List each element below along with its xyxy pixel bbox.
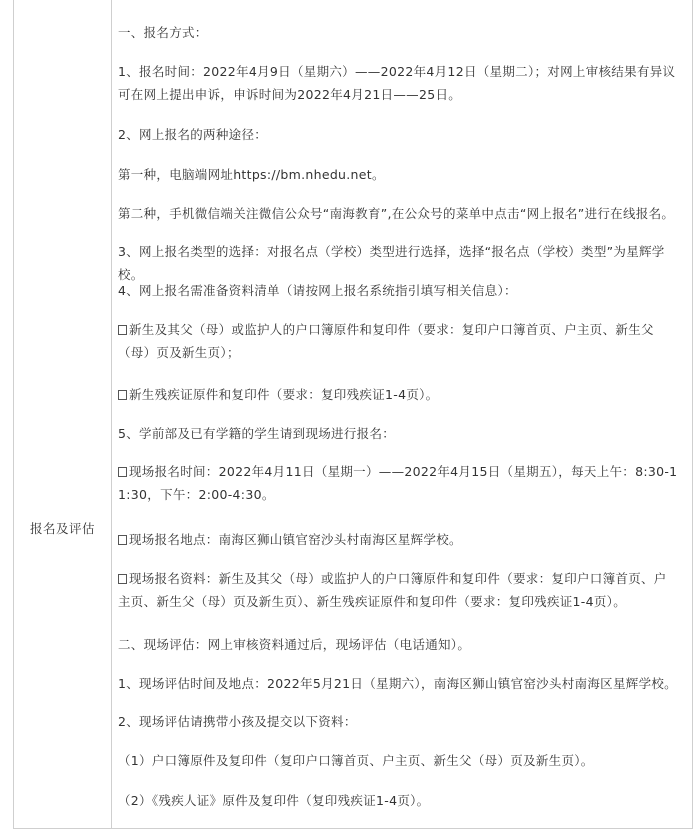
- registration-type: 3、网上报名类型的选择：对报名点（学校）类型进行选择，选择“报名点（学校）类型”为星辉学校。: [118, 244, 665, 282]
- onsite-registration-time: [118, 460, 678, 506]
- materials-item-household: [118, 318, 678, 364]
- assessment-material-disability: （2）《残疾人证》原件及复印件（复印残疾证1-4页）。: [118, 793, 430, 808]
- onsite-registration-materials: [118, 567, 678, 613]
- registration-time: 1、报名时间：2022年4月9日（星期六）——2022年4月12日（星期二）；对网上审核结果有异议可在网上提出申诉，申诉时间为2022年4月21日——25日。: [118, 64, 676, 102]
- channel-wechat: 第二种，手机微信端关注微信公众号“南海教育”,在公众号的菜单中点击“网上报名”进行在线报名。: [118, 206, 675, 221]
- section-heading-assessment: 二、现场评估：网上审核资料通过后，现场评估（电话通知）。: [118, 637, 471, 652]
- onsite-registration-location-text: 现场报名地点：南海区狮山镇官窑沙头村南海区星辉学校。: [129, 532, 462, 547]
- checkbox-square-icon: [118, 467, 127, 477]
- checkbox-square-icon: [118, 574, 127, 584]
- row-label: 报名及评估: [29, 521, 95, 536]
- info-table: [13, 0, 693, 829]
- assessment-time-location: 1、现场评估时间及地点：2022年5月21日（星期六），南海区狮山镇官窑沙头村南海区星辉学校。: [118, 676, 677, 691]
- materials-item-disability-text: 新生残疾证原件和复印件（要求：复印残疾证1-4页）。: [129, 387, 439, 402]
- checkbox-square-icon: [118, 325, 127, 335]
- materials-heading: 4、网上报名需准备资料清单（请按网上报名系统指引填写相关信息）：: [118, 283, 517, 298]
- onsite-registration-location: [118, 528, 678, 551]
- materials-item-household-text: 新生及其父（母）或监护人的户口簿原件和复印件（要求：复印户口簿首页、户主页、新生父（母）页及新生页）；: [118, 322, 654, 360]
- assessment-material-household: （1）户口簿原件及复印件（复印户口簿首页、户主页、新生父（母）页及新生页）。: [118, 753, 594, 768]
- row-label-cell: [14, 0, 111, 828]
- materials-item-disability: [118, 383, 678, 406]
- channel-web: 第一种，电脑端网址https://bm.nhedu.net。: [118, 167, 385, 182]
- checkbox-square-icon: [118, 535, 127, 545]
- section-heading-registration: 一、报名方式：: [118, 25, 208, 40]
- checkbox-square-icon: [118, 390, 127, 400]
- online-channels-heading: 2、网上报名的两种途径：: [118, 127, 268, 142]
- onsite-registration-materials-text: 现场报名资料：新生及其父（母）或监护人的户口簿原件和复印件（要求：复印户口簿首页、户主页、新生父（母）页及新生页）、新生残疾证原件和复印件（要求：复印残疾证1-4页）。: [118, 571, 667, 609]
- column-divider: [111, 0, 112, 828]
- onsite-registration-time-text: 现场报名时间：2022年4月11日（星期一）——2022年4月15日（星期五），每天上午：8:30-11:30，下午：2:00-4:30。: [118, 464, 678, 502]
- onsite-registration-heading: 5、学前部及已有学籍的学生请到现场进行报名：: [118, 426, 396, 441]
- assessment-materials-heading: 2、现场评估请携带小孩及提交以下资料：: [118, 714, 357, 729]
